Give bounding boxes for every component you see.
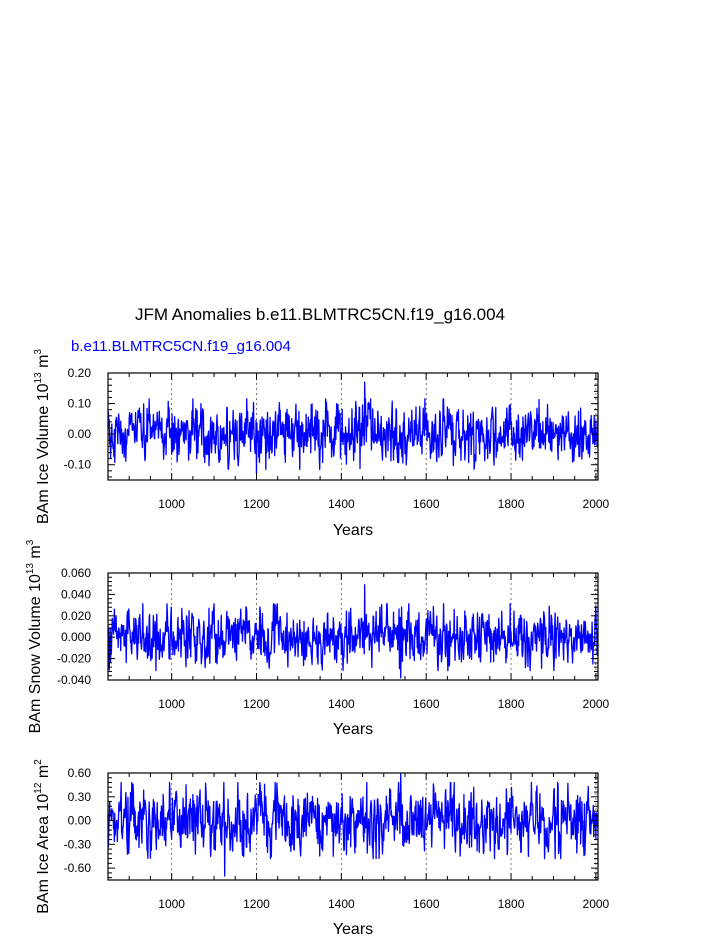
y-tick-label: -0.040	[56, 673, 91, 687]
x-tick-label: 2000	[582, 497, 610, 511]
panel-snow-volume	[25, 539, 610, 738]
y-tick-label: 0.30	[67, 789, 91, 804]
x-tick-label: 1000	[158, 497, 185, 511]
x-tick-label: 1200	[243, 697, 270, 711]
x-axis-title: Years	[332, 522, 374, 539]
y-tick-label: -0.30	[63, 837, 91, 852]
y-tick-label: 0.000	[60, 630, 91, 645]
x-axis-title: Years	[332, 721, 374, 738]
series-line-ice-area	[108, 774, 598, 876]
x-tick-label: 1800	[497, 497, 525, 511]
y-tick-label: 0.060	[60, 566, 91, 580]
x-tick-label: 1600	[412, 497, 440, 511]
y-tick-label: -0.10	[63, 457, 91, 472]
y-axis-title: BAm Snow Volume $10^{13}$ $m^3$	[25, 539, 44, 734]
y-tick-label: -0.020	[56, 651, 91, 666]
x-tick-label: 2000	[582, 897, 610, 911]
series-line-snow-volume	[108, 585, 598, 678]
y-tick-label: 0.10	[67, 396, 91, 411]
x-tick-label: 2000	[582, 697, 610, 711]
y-tick-label: 0.20	[67, 366, 91, 380]
y-tick-label: 0.020	[60, 608, 91, 623]
y-tick-label: 0.00	[67, 813, 91, 828]
x-axis-title: Years	[332, 921, 374, 935]
run-label: b.e11.BLMTRC5CN.f19_g16.004	[71, 338, 291, 355]
x-tick-label: 1600	[412, 897, 440, 911]
x-tick-label: 1400	[327, 497, 355, 511]
x-tick-label: 1400	[327, 897, 355, 911]
x-tick-label: 1600	[412, 697, 440, 711]
y-tick-label: -0.60	[63, 861, 91, 876]
series-line-ice-volume	[108, 382, 598, 474]
chart-title: JFM Anomalies b.e11.BLMTRC5CN.f19_g16.004	[134, 305, 506, 324]
x-tick-label: 1000	[158, 897, 185, 911]
x-tick-label: 1200	[243, 497, 270, 511]
y-tick-label: 0.040	[60, 587, 91, 602]
x-tick-label: 1200	[243, 897, 270, 911]
y-tick-label: 0.60	[67, 766, 91, 780]
y-tick-label: 0.00	[67, 427, 91, 442]
x-tick-label: 1400	[327, 697, 355, 711]
x-tick-label: 1800	[497, 697, 525, 711]
x-tick-label: 1000	[158, 697, 185, 711]
y-axis-title: BAm Ice Area $10^{12}$ $m^2$	[33, 759, 52, 914]
panel-ice-volume	[33, 349, 610, 539]
panel-ice-area	[33, 759, 610, 935]
y-axis-title: BAm Ice Volume $10^{13}$ $m^3$	[33, 349, 52, 524]
x-tick-label: 1800	[497, 897, 525, 911]
